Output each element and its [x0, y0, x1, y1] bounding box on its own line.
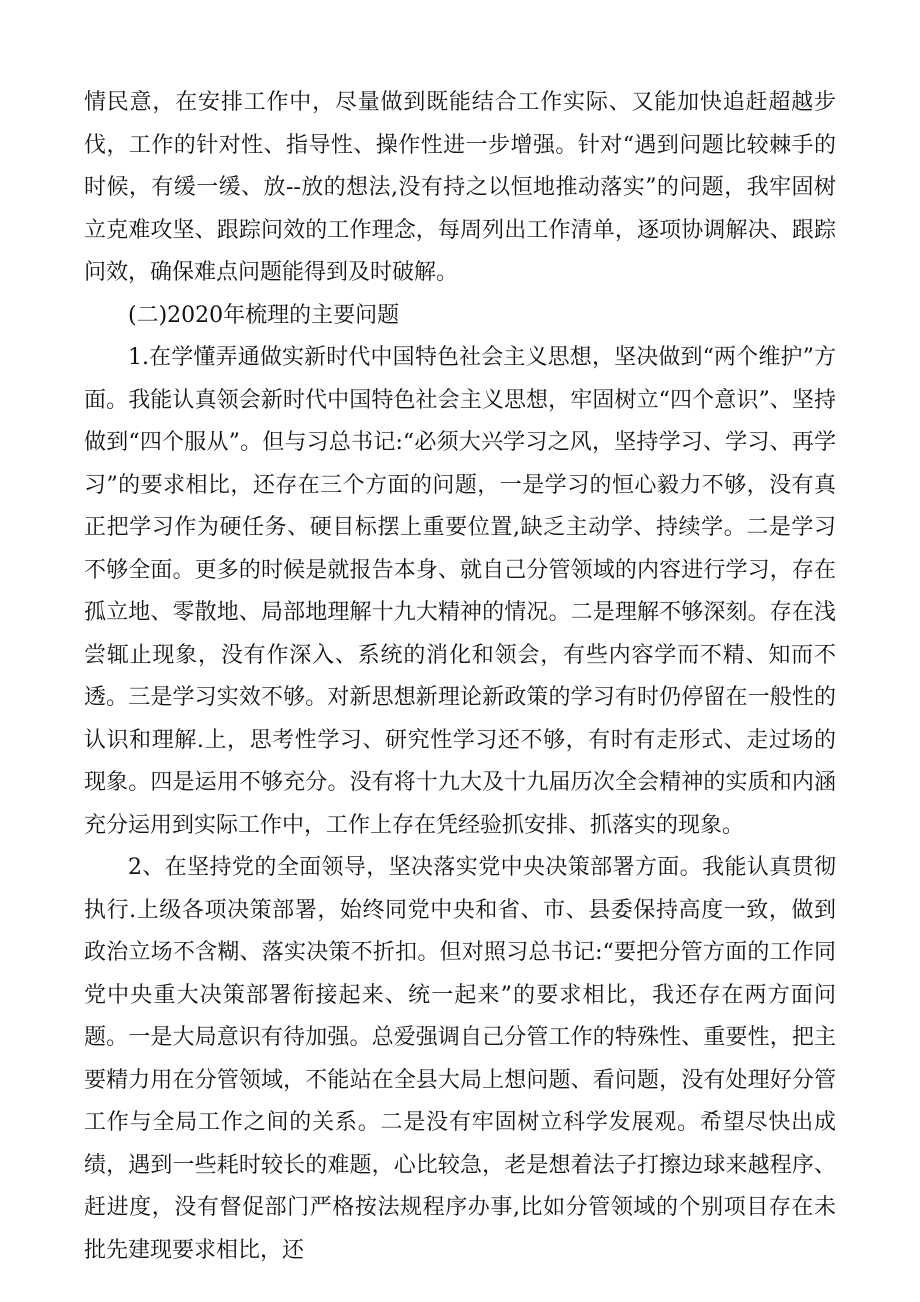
paragraph-continued: 情民意，在安排工作中，尽量做到既能结合工作实际、又能加快追赶超越步伐，工作的针对性、指导性、操作性进一步增强。针对“遇到问题比较棘手的时候，有缓一缓、放--放的想法,没有持之以恒地推动落实”的问题，我牢固树立克难攻坚、跟踪问效的工作理念，每周列出工作清单，逐项协调解决、跟踪问效，确保难点问题能得到及时破解。 [84, 90, 836, 285]
section-heading: (二)2020年梳理的主要问题 [128, 302, 400, 328]
paragraph-item-1: 1.在学懂弄通做实新时代中国特色社会主义思想，坚决做到“两个维护”方面。我能认真领会新时代中国特色社会主义思想，牢固树立“四个意识”、坚持做到“四个服从”。但与习总书记:“必须大兴学习之风，坚持学习、学习、再学习”的要求相比，还存在三个方面的问题，一是学习的恒心毅力不够，没有真正把学习作为硬任务、硬目标摆上重要位置,缺乏主动学、持续学。二是学习不够全面。更多的时候是就报告本身、就自己分管领域的内容进行学习，存在孤立地、零散地、局部地理解十九大精神的情况。二是理解不够深刻。存在浅尝辄止现象，没有作深入、系统的消化和领会，有些内容学而不精、知而不透。三是学习实效不够。对新思想新理论新政策的学习有时仍停留在一般性的认识和理解.上，思考性学习、研究性学习还不够，有时有走形式、走过场的现象。四是运用不够充分。没有将十九大及十九届历次全会精神的实质和内涵充分运用到实际工作中，工作上存在凭经验抓安排、抓落实的现象。 [84, 345, 836, 838]
paragraph-item-2: 2、在坚持党的全面领导，坚决落实党中央决策部署方面。我能认真贯彻执行.上级各项决策部署，始终同党中央和省、市、县委保持高度一致，做到政治立场不含糊、落实决策不折扣。但对照习总书记:“要把分管方面的工作同党中央重大决策部署衔接起来、统一起来”的要求相比，我还存在两方面问题。一是大局意识有待加强。总爱强调自己分管工作的特殊性、重要性，把主要精力用在分管领域，不能站在全县大局上想问题、看问题，没有处理好分管工作与全局工作之间的关系。二是没有牢固树立科学发展观。希望尽快出成绩，遇到一些耗时较长的难题，心比较急，老是想着法子打擦边球来越程序、赶进度，没有督促部门严格按法规程序办事,比如分管领域的个别项目存在未批先建现要求相比，还 [84, 855, 836, 1263]
document-body [84, 82, 836, 1272]
